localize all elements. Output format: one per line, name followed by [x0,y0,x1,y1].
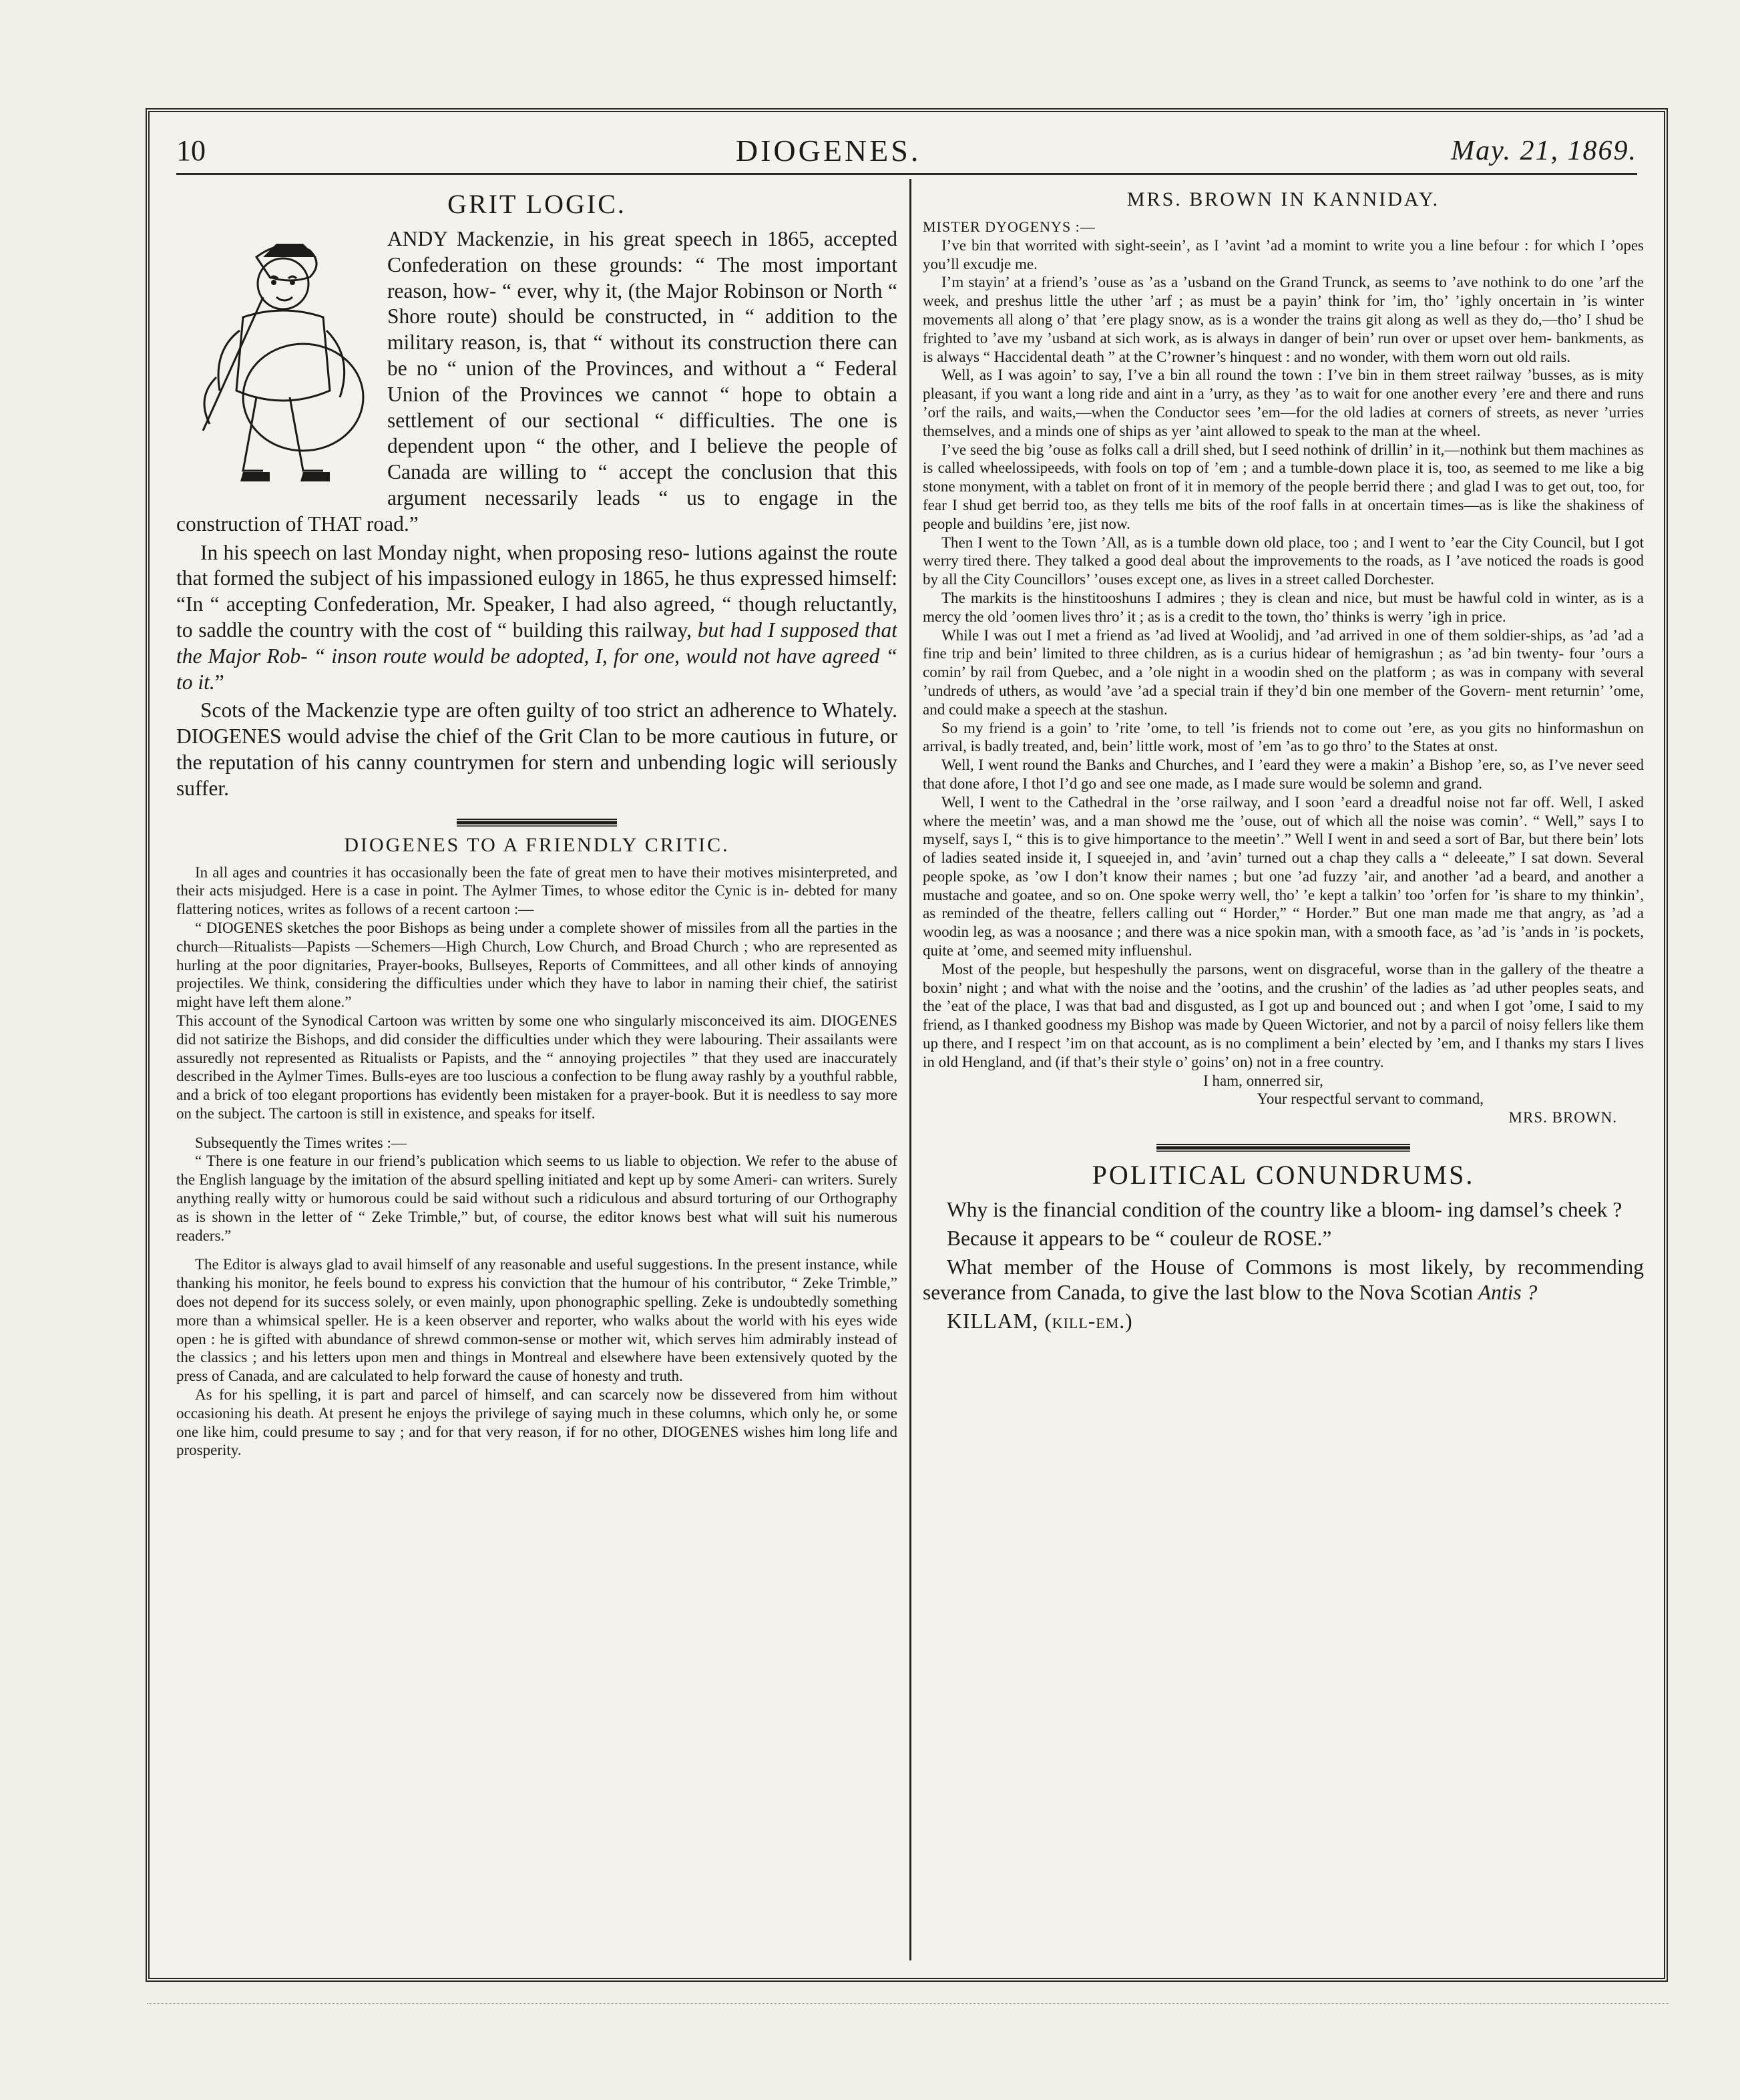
friendly-critic-title: DIOGENES TO A FRIENDLY CRITIC. [344,833,730,856]
mrs-brown-closing-1: I ham, onnerred sir, [1203,1072,1323,1089]
friendly-critic-para-7: As for his spelling, it is part and parcel of himself, and can scarcely now be dissevered from him without occasioning his death. At present he enjoys the privilege of saying much in these columns, which only he, or some one like him, could presume to say ; and for that very reason, if for no other, DIOGENES wishes him long life and prosperity. [176,1386,897,1459]
mrs-brown-para-10: Well, I went to the Cathedral in the ’orse railway, and I soon ’eard a dreadful noise not far off. Well, I asked where the meetin’ was, and a man showd me the ’ouse, out of which all the noise was comin’. “ Well,” says I to myself, says I, “ this is to give himportance to the meetin’.” Well I went in and seed a sort of Bar, but there bein’ lots of ladies seated inside it, I squeejed in, and ’avin’ turned out a chap they calls a “ deleeate,” I sat down. Several people spoke, as ’ow I don’t know their names ; but one ’ad fuzzy ’air, and another ’ad a beard, and another a mustache and goatee, and so on. One spoke werry well, tho’ ’e kept a talkin’ too ’orfen for ’is share to my thinkin’, as reminded of the theatre, fellers calling out “ Horder,” “ Horder.” But one man made me that angry, as ’ad a woodin leg, as was a noosance ; and there was a nice spokin man, with a smooth face, as ’ad ’is ’ands in ’is pockets, quite at ’ome, and seemed mity influenshul. [923,793,1644,960]
friendly-critic-para-4: Subsequently the Times writes :— [195,1134,407,1151]
conundrums-article [923,1159,1644,1335]
paper-name: DIOGENES. [735,134,921,168]
mrs-brown-para-3: Well, as I was agoin’ to say, I’ve a bin all round the town : I’ve bin in them street railway ’busses, as is mity pleasant, if you want a long ride and aint in a ’urry, as they ’as to wait for one another every ’ere and there and runs ’orf the rails, and waits,—when the Conductor sees ’em—for the old ladies at corners of streets, as never ’urries themselves, and a minds one of ships as yer ’aint allowed to speak to the man at the wheel. [923,367,1644,439]
left-column [176,184,897,1958]
grit-logic-para-1: ANDY Mackenzie, in his great speech in 1865, accepted Confederation on these grounds: “ The most important reason, how- “ ever, why it, (the Major Robinson or North “ Shore route) should be constructed, in “ addition to the military reason, is, that “ without its construction there can be no “ union of the Provinces, and without a “ Federal Union of the Provinces we cannot “ hope to obtain a settlement of our sectional “ difficulties. The one is dependent upon “ the other, and I believe the people of Canada are willing to “ accept the conclusion that this argument necessarily leads “ us to engage in the construction of THAT road.” [176,227,897,536]
friendly-critic-article [176,834,897,1460]
grit-logic-title: GRIT LOGIC. [447,189,626,219]
ornamental-rule-icon [923,1142,1644,1152]
grit-logic-para-2: In his speech on last Monday night, when proposing reso- lutions against the route that formed the subject of his impassioned eulogy in 1865, he thus expressed himself: “In “ accepting Confederation, Mr. Speaker, I had also agreed, “ though reluctantly, to saddle the country with the cost of “ building this railway, but had I supposed that the Major Rob- “ inson route would be adopted, I, for one, would not have agreed “ to it.” [176,540,897,694]
grit-logic-para-3: Scots of the Mackenzie type are often guilty of too strict an adherence to Whately. DIOGENES would advise the chief of the Grit Clan to be more cautious in future, or the reputation of his canny countrymen for stern and unbending logic will seriously suffer. [176,698,897,800]
mrs-brown-para-2: I’m stayin’ at a friend’s ’ouse as ’as a ’usband on the Grand Trunck, as seems to ’ave nothink to do one ’arf the week, and preshus little the uther ’arf ; as must be a payin’ think for ’im, tho’ ’ighly oncertain in ’is winter movements all along o’ that ’ere plagy snow, as is a wonder the trains git along as well as they do,—tho’ I shud be frighted to ’ave my ’usband at sich work, as is always in danger of bein’ run over or upset over hem- bankments, as is always “ Haccidental death ” at the C’rowner’s hinquest : and no wonder, with them worn out old rails. [923,274,1644,365]
issue-date: May. 21, 1869. [1451,135,1637,166]
mrs-brown-closing-2: Your respectful servant to command, [1257,1090,1484,1108]
page-frame [146,108,1668,1982]
mrs-brown-signature: MRS. BROWN. [1508,1109,1617,1126]
grit-logic-article [176,188,897,802]
friendly-critic-para-1: In all ages and countries it has occasionally been the fate of great men to have their motives misinterpreted, and their acts misjudged. Here is a case in point. The Aylmer Times, to whose editor the Cynic is in- debted for many flattering notices, writes as follows of a recent cartoon :— [176,863,897,918]
page-number: 10 [176,134,206,167]
friendly-critic-para-3: This account of the Synodical Cartoon was written by some one who singularly misconceived its aim. DIOGENES did not satirize the Bishops, and did consider the difficulties under which they were labouring. Their assailants were assuredly not represented as Ritualists or Papists, and the “ annoying projectiles ” that they used are inaccurately described in the Aylmer Times. Bulls-eyes are too luscious a confection to be flung away rashly by a youthful rabble, and a brick of too elegant proportions has evidently been mistaken for a prayer-book. But it is needless to say more on the subject. The cartoon is still in existence, and speaks for itself. [176,1012,897,1122]
caricature-figure-icon [176,230,377,500]
conundrum-question-1: Why is the financial condition of the country like a bloom- ing damsel’s cheek ? [947,1198,1622,1222]
mrs-brown-title: MRS. BROWN IN KANNIDAY. [1126,188,1440,210]
page-bottom-margin [147,2003,1669,2043]
friendly-critic-para-2: “ DIOGENES sketches the poor Bishops as being under a complete shower of missiles from all the parties in the church—Ritualists—Papists —Schemers—High Church, Low Church, and Broad Church ; who are represented as hurling at the poor dignitaries, Prayer-books, Bullseyes, Reports of Committees, and all other kinds of annoying projectiles. We think, considering the difficulties under which they have to labor in naming their chief, the satirist might have left them alone.” [176,919,897,1011]
right-column [923,184,1644,1958]
mrs-brown-para-1: I’ve bin that worrited with sight-seein’, as I ’avint ’ad a momint to write you a line befour : for which I ’opes you’ll excudje me. [923,236,1644,272]
mrs-brown-salutation: MISTER DYOGENYS :— [923,218,1096,235]
friendly-critic-para-5: “ There is one feature in our friend’s publication which seems to us liable to objection. We refer to the abuse of the English language by the imitation of the absurd spelling initiated and kept up by some Ameri- can writers. Surely anything really witty or humorous could be said without such a ridiculous and absurd torturing of our Orthography as is shown in the letter of “ Zeke Trimble,” but, of course, the editor knows best what will suit his numerous readers.” [176,1152,897,1244]
column-rule [909,179,911,1960]
mrs-brown-para-7: While I was out I met a friend as ’ad lived at Woolidj, and ’ad arrived in one of them soldier-ships, as ’ad ’ad a fine trip and bein’ limited to three children, as is a curius hidear of hemigrashun ; as ’ad bin twenty- four ’ours a comin’ by rail from Quebec, and a ’ole night in a woodin shed on the platform ; as was in company with several ’undreds of uthers, as would ’ave ’ad a special train if they’d bin one member of the Govern- ment returnin’ ’ome, and could make a speech at the stashun. [923,626,1644,718]
masthead [176,128,1637,175]
conundrums-title: POLITICAL CONUNDRUMS. [1092,1160,1475,1191]
conundrum-question-2: What member of the House of Commons is most likely, by recommending severance from Canada, to give the last blow to the Nova Scotian Antis ? [923,1255,1644,1305]
mrs-brown-para-9: Well, I went round the Banks and Churches, and I ’eard they were a makin’ a Bishop ’ere, so, as I’ve never seed that done afore, I thot I’d go and see one made, as I made sure would be solemn and grand. [923,757,1644,792]
mrs-brown-para-6: The markits is the hinstitooshuns I admires ; they is clean and nice, but must be hawful cold in winter, as is a mercy the old ’oomen lives thro’ it ; as is a credit to the town, tho’ thinks is werry ’igh in price. [923,589,1644,625]
mrs-brown-para-8: So my friend is a goin’ to ’rite ’ome, to tell ’is friends not to come out ’ere, as you gits no hinformashun on arrival, is badly treated, and, bein’ little work, most of ’em ’as to go thro’ to the States at onst. [923,719,1644,755]
mrs-brown-para-5: Then I went to the Town ’All, as is a tumble down old place, too ; and I went to ’ear the City Council, but I got werry tired there. They talked a good deal about the improvements to the roads, as I ’ave noticed the roads is good by all the City Councillors’ ’ouses except one, as lives in a street called Dorchester. [923,534,1644,588]
conundrum-answer-1: Because it appears to be “ couleur de ROSE.” [947,1226,1332,1250]
friendly-critic-para-6: The Editor is always glad to avail himself of any reasonable and useful suggestions. In the present instance, while thanking his monitor, he feels bound to express his conviction that the humour of his contributor, “ Zeke Trimble,” does not depend for its success solely, or even mainly, upon phonographic spelling. Zeke is undoubtedly something more than a whimsical speller. He is a keen observer and reporter, who walks about the world with his eyes wide open : he is gifted with abundance of shrewd common-sense or mother wit, which serves him admirably instead of the classics ; and his letters upon men and things in Montreal and elsewhere have been extensively quoted by the press of Canada, and are calculated to help forward the cause of honesty and truth. [176,1256,897,1385]
mrs-brown-article [923,188,1644,1127]
ornamental-rule-icon [176,817,897,827]
conundrum-answer-2: KILLAM, (kill-em.) [947,1309,1133,1333]
mrs-brown-para-11: Most of the people, but hespeshully the parsons, went on disgraceful, worse than in the gallery of the theatre a boxin’ night ; and what with the noise and the ’ootins, and the crushin’ of the ladies as ’ad uther peoples seats, and the ’eat of the place, I was that bad and disgusted, as I got up and bounced out ; and when I got ’ome, I said to my friend, as I thanked goodness my Bishop was made by Queen Wictorier, and not by a parcil of noisy fellers like them up there, and I respect ’im on that account, as is no compliment a bein’ elected by ’em, and I thanks my stars I lives in old Hengland, and (if that’s their style o’ goins’ on) not in a free country. [923,960,1644,1070]
mrs-brown-para-4: I’ve seed the big ’ouse as folks call a drill shed, but I seed nothink of drillin’ in it,—nothink but them machines as is called wheelossipeeds, with fools on top of ’em ; and a tumble-down place it is, too, as seemed to me like a big stone monyment, with a tablet on front of it in memory of the people berrid there ; and glad I was to get out, too, for fear I shud get berrid too, as they tells me bits of the roof falls in at oncertain times—as is like the shakiness of people and buildins ’ere, jist now. [923,441,1644,532]
